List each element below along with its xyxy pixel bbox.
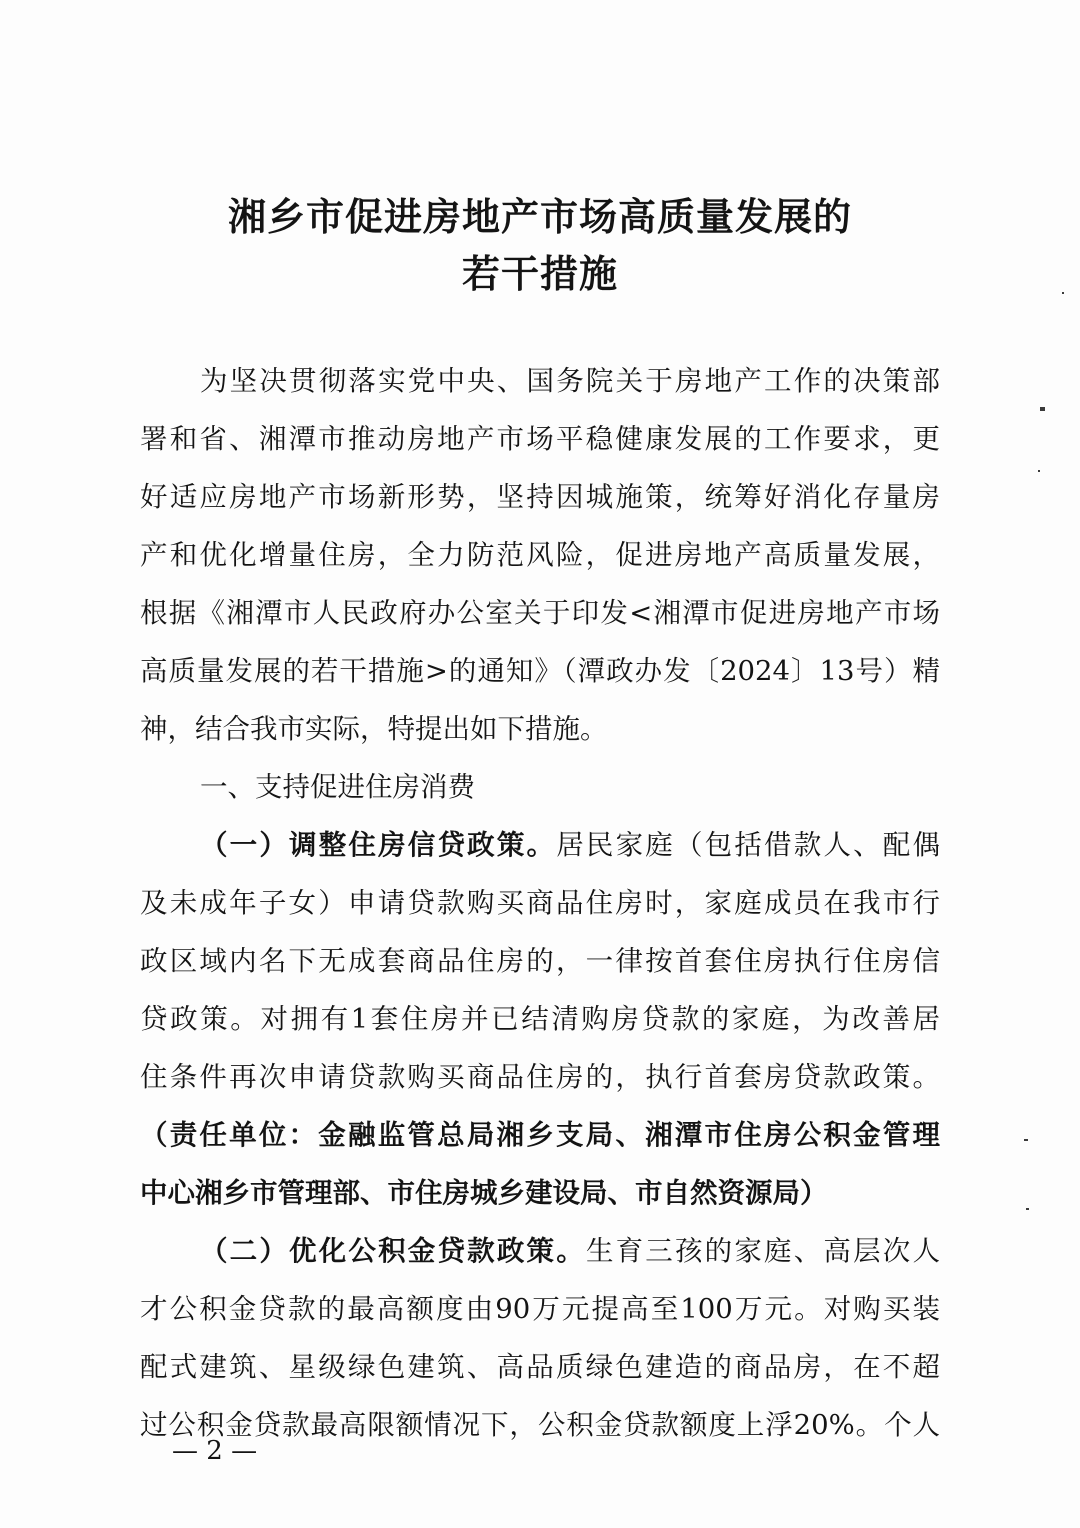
document-title-line1: 湘乡市促进房地产市场高质量发展的: [227, 194, 852, 239]
item1-first-text: 居民家庭（包括借款人、配偶: [556, 829, 940, 861]
item1-responsibility-line-2: 中心湘乡市管理部、市住房城乡建设局、市自然资源局）: [140, 1177, 828, 1209]
intro-line-4: 产和优化增量住房，全力防范风险，促进房地产高质量发展，: [140, 539, 940, 571]
intro-line-5: 根据《湘潭市人民政府办公室关于印发<湘潭市促进房地产市场: [140, 597, 940, 629]
intro-line-7: 神，结合我市实际，特提出如下措施。: [140, 713, 608, 745]
item1-first-line: [200, 825, 940, 865]
item1-responsibility-line-1: （责任单位：金融监管总局湘乡支局、湘潭市住房公积金管理: [140, 1119, 940, 1151]
item2-line-3: 配式建筑、星级绿色建筑、高品质绿色建造的商品房，在不超: [140, 1351, 940, 1383]
item2-first-text: 生育三孩的家庭、高层次人: [585, 1235, 940, 1267]
intro-line-6: 高质量发展的若干措施>的通知》（潭政办发〔2024〕13号）精: [140, 655, 940, 687]
item1-line-5: 住条件再次申请贷款购买商品住房的，执行首套房贷款政策。: [140, 1061, 940, 1093]
item1-line-3: 政区域内名下无成套商品住房的，一律按首套住房执行住房信: [140, 945, 940, 977]
intro-line-2: 署和省、湘潭市推动房地产市场平稳健康发展的工作要求，更: [140, 423, 940, 455]
item2-line-2: 才公积金贷款的最高额度由90万元提高至100万元。对购买装: [140, 1293, 940, 1325]
intro-line-3: 好适应房地产市场新形势，坚持因城施策，统筹好消化存量房: [140, 481, 940, 513]
intro-line-1: 为坚决贯彻落实党中央、国务院关于房地产工作的决策部: [200, 365, 940, 397]
scan-speck: [1024, 1139, 1028, 1141]
item2-first-line: [200, 1231, 940, 1271]
item1-line-2: 及未成年子女）申请贷款购买商品住房时，家庭成员在我市行: [140, 887, 940, 919]
scan-speck: [1040, 407, 1045, 411]
scan-speck: [1038, 470, 1040, 472]
item1-label: （一）调整住房信贷政策。: [200, 829, 557, 861]
page-number: — 2 —: [172, 1436, 258, 1466]
item2-line-4: 过公积金贷款最高限额情况下，公积金贷款额度上浮20%。个人: [140, 1409, 940, 1441]
section1-heading: 一、支持促进住房消费: [200, 771, 475, 803]
scan-speck: [1062, 292, 1064, 294]
document-title-line2: 若干措施: [461, 251, 618, 296]
item1-line-4: 贷政策。对拥有1套住房并已结清购房贷款的家庭，为改善居: [140, 1003, 940, 1035]
item2-label: （二）优化公积金贷款政策。: [200, 1235, 586, 1267]
scan-speck: [1026, 1208, 1029, 1210]
